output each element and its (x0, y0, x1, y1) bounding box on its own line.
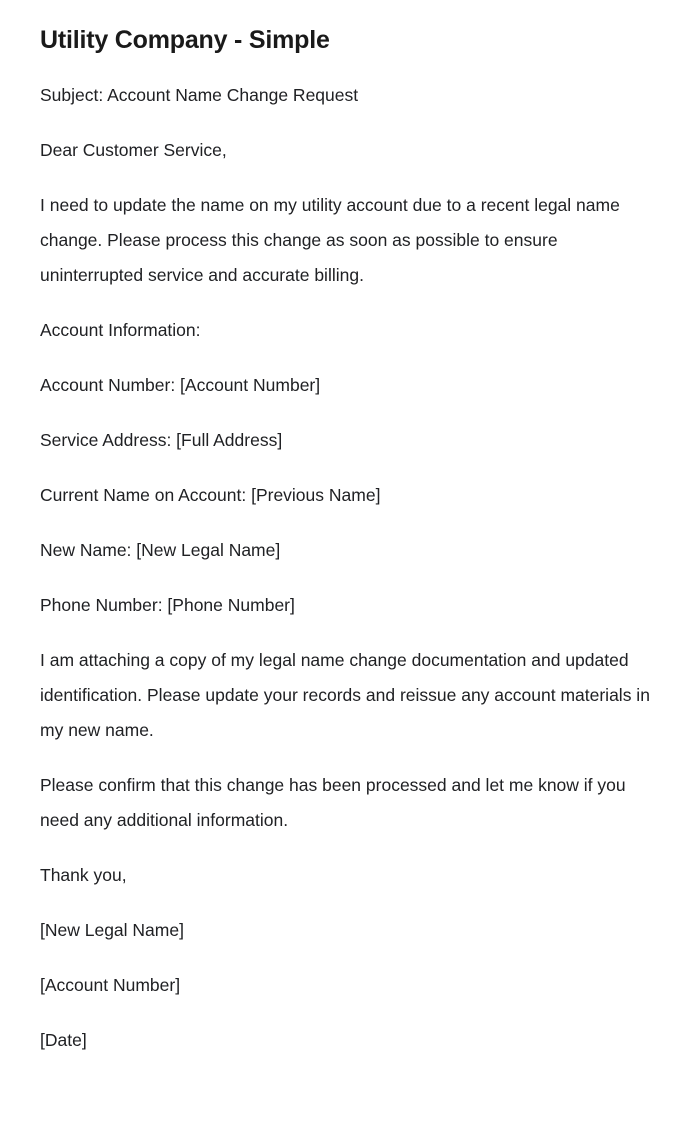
page-title: Utility Company - Simple (40, 26, 330, 54)
paragraph-phone-number: Phone Number: [Phone Number] (40, 595, 295, 615)
paragraph-signature-date: [Date] (40, 1030, 87, 1050)
paragraph-salutation: Dear Customer Service, (40, 140, 227, 160)
paragraph-subject: Subject: Account Name Change Request (40, 85, 359, 105)
paragraph-account-information-heading: Account Information: (40, 320, 201, 340)
paragraph-signature-account-number: [Account Number] (40, 975, 181, 995)
paragraph-service-address: Service Address: [Full Address] (40, 430, 283, 450)
paragraph-account-number: Account Number: [Account Number] (40, 375, 321, 395)
paragraph-new-name: New Name: [New Legal Name] (40, 540, 281, 560)
paragraph-closing: Thank you, (40, 865, 127, 885)
paragraph-request-body: I need to update the name on my utility account due to a recent legal name change. Please process this change as soon as possible to ensure uninterrupted service and accurate billing. (40, 195, 620, 285)
paragraph-attachments: I am attaching a copy of my legal name change documentation and updated identification. Please update your records and reissue any account materials in my new name. (40, 650, 650, 740)
paragraph-signature-name: [New Legal Name] (40, 920, 184, 940)
paragraph-confirmation-request: Please confirm that this change has been processed and let me know if you need any additional information. (40, 775, 626, 830)
paragraph-current-name: Current Name on Account: [Previous Name] (40, 485, 381, 505)
